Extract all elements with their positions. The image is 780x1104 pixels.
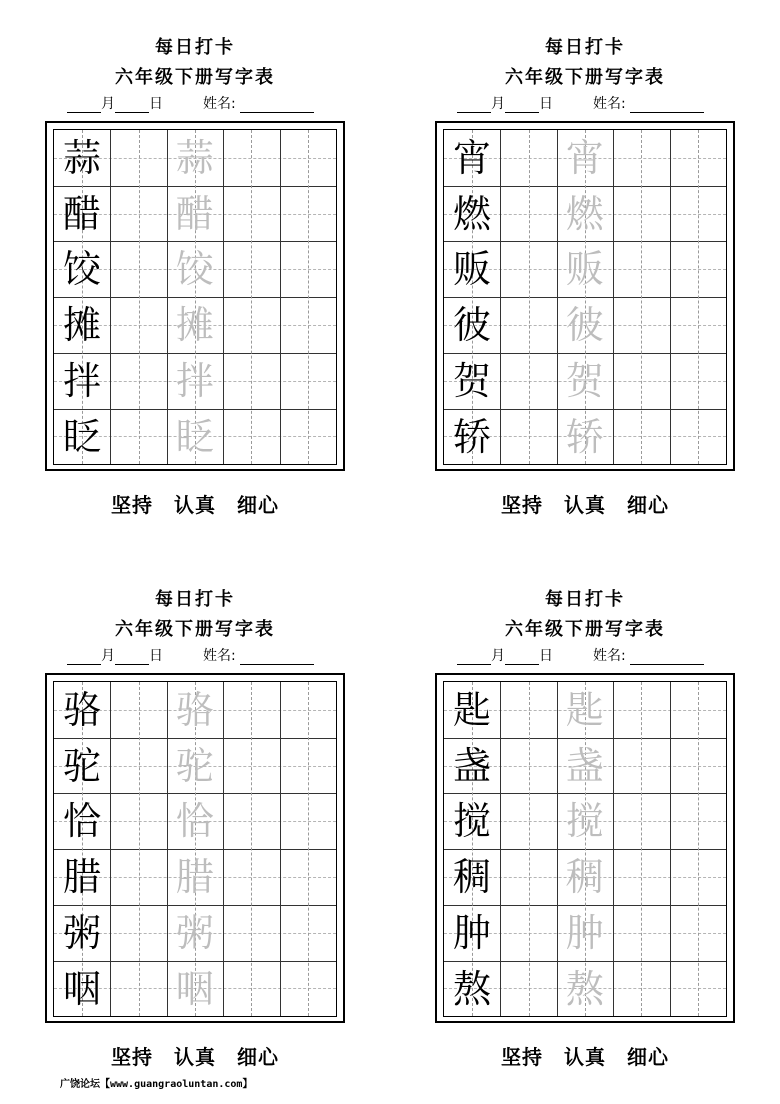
column-midline (529, 130, 530, 464)
card-subtitle: 六年级下册写字表 (115, 619, 275, 640)
model-character: 宵 (452, 136, 491, 180)
model-character: 彼 (452, 303, 491, 348)
model-character: 蒜 (62, 136, 101, 180)
name-label: 姓名: (203, 648, 236, 664)
trace-character: 肿 (565, 910, 604, 955)
column-midline (251, 130, 252, 464)
column-midline (698, 130, 699, 464)
column-divider (110, 682, 111, 1016)
trace-character: 摊 (175, 303, 214, 348)
column-divider (280, 682, 281, 1016)
trace-character: 匙 (565, 688, 604, 732)
practice-card (435, 585, 735, 1075)
column-midline (698, 682, 699, 1016)
model-character: 肿 (452, 910, 491, 955)
model-character: 贺 (452, 358, 491, 403)
day-label: 日 (149, 648, 163, 664)
model-character: 眨 (62, 414, 101, 459)
day-blank[interactable] (505, 98, 539, 113)
trace-character: 拌 (175, 358, 214, 403)
model-character: 饺 (62, 247, 101, 292)
day-label: 日 (149, 96, 163, 112)
month-label: 月 (101, 96, 115, 112)
card-title: 每日打卡 (155, 589, 235, 610)
practice-card (435, 33, 735, 523)
model-character: 驼 (62, 743, 101, 788)
month-blank[interactable] (457, 98, 491, 113)
column-divider (110, 130, 111, 464)
model-character: 骆 (62, 688, 101, 732)
trace-character: 贩 (565, 247, 604, 292)
card-subtitle: 六年级下册写字表 (115, 67, 275, 88)
column-divider (670, 130, 671, 464)
footer-watermark: 广饶论坛【www.guangraoluntan.com】 (60, 1079, 253, 1090)
day-blank[interactable] (505, 650, 539, 665)
model-character: 匙 (452, 688, 491, 732)
column-midline (139, 682, 140, 1016)
trace-character: 醋 (175, 191, 214, 236)
day-blank[interactable] (115, 650, 149, 665)
practice-card (45, 33, 345, 523)
practice-card (45, 585, 345, 1075)
name-label: 姓名: (203, 96, 236, 112)
card-title: 每日打卡 (155, 37, 235, 58)
trace-character: 粥 (175, 910, 214, 955)
trace-character: 稠 (565, 855, 604, 900)
column-divider (280, 130, 281, 464)
name-label: 姓名: (593, 648, 626, 664)
writing-grid-frame (435, 673, 735, 1023)
trace-character: 盏 (565, 743, 604, 788)
name-label: 姓名: (593, 96, 626, 112)
date-name-line (457, 95, 747, 113)
motto: 坚持 认真 细心 (111, 493, 279, 517)
name-blank[interactable] (630, 98, 704, 113)
column-divider (500, 682, 501, 1016)
day-label: 日 (539, 96, 553, 112)
trace-character: 饺 (175, 247, 214, 292)
model-character: 醋 (62, 191, 101, 236)
model-character: 搅 (452, 799, 491, 844)
model-character: 粥 (62, 910, 101, 955)
card-subtitle: 六年级下册写字表 (505, 67, 665, 88)
model-character: 恰 (62, 799, 101, 844)
writing-grid[interactable] (53, 129, 337, 465)
writing-grid-frame (45, 673, 345, 1023)
column-divider (613, 682, 614, 1016)
trace-character: 骆 (175, 688, 214, 732)
model-character: 贩 (452, 247, 491, 292)
date-name-line (67, 95, 357, 113)
model-character: 熬 (452, 966, 491, 1011)
card-title: 每日打卡 (545, 37, 625, 58)
column-midline (641, 130, 642, 464)
trace-character: 腊 (175, 855, 214, 900)
trace-character: 蒜 (175, 136, 214, 180)
motto: 坚持 认真 细心 (501, 1045, 669, 1069)
model-character: 咽 (62, 966, 101, 1011)
motto: 坚持 认真 细心 (501, 493, 669, 517)
month-label: 月 (491, 648, 505, 664)
model-character: 摊 (62, 303, 101, 348)
trace-character: 咽 (175, 966, 214, 1011)
column-divider (613, 130, 614, 464)
writing-grid[interactable] (443, 681, 727, 1017)
date-name-line (457, 647, 747, 665)
writing-grid[interactable] (53, 681, 337, 1017)
month-label: 月 (101, 648, 115, 664)
trace-character: 贺 (565, 358, 604, 403)
writing-grid-frame (45, 121, 345, 471)
trace-character: 搅 (565, 799, 604, 844)
column-midline (308, 130, 309, 464)
day-label: 日 (539, 648, 553, 664)
writing-grid-frame (435, 121, 735, 471)
day-blank[interactable] (115, 98, 149, 113)
name-blank[interactable] (240, 98, 314, 113)
model-character: 拌 (62, 358, 101, 403)
trace-character: 驼 (175, 743, 214, 788)
model-character: 轿 (452, 414, 491, 459)
column-midline (139, 130, 140, 464)
model-character: 腊 (62, 855, 101, 900)
trace-character: 恰 (175, 799, 214, 844)
model-character: 燃 (452, 191, 491, 236)
month-blank[interactable] (67, 98, 101, 113)
column-divider (223, 130, 224, 464)
model-character: 盏 (452, 743, 491, 788)
column-divider (500, 130, 501, 464)
trace-character: 彼 (565, 303, 604, 348)
month-blank[interactable] (457, 650, 491, 665)
column-midline (251, 682, 252, 1016)
trace-character: 熬 (565, 966, 604, 1011)
month-blank[interactable] (67, 650, 101, 665)
month-label: 月 (491, 96, 505, 112)
name-blank[interactable] (240, 650, 314, 665)
date-name-line (67, 647, 357, 665)
column-midline (641, 682, 642, 1016)
column-divider (223, 682, 224, 1016)
trace-character: 轿 (565, 414, 604, 459)
card-title: 每日打卡 (545, 589, 625, 610)
column-midline (529, 682, 530, 1016)
model-character: 稠 (452, 855, 491, 900)
motto: 坚持 认真 细心 (111, 1045, 279, 1069)
card-subtitle: 六年级下册写字表 (505, 619, 665, 640)
trace-character: 宵 (565, 136, 604, 180)
column-divider (670, 682, 671, 1016)
writing-grid[interactable] (443, 129, 727, 465)
trace-character: 燃 (565, 191, 604, 236)
trace-character: 眨 (175, 414, 214, 459)
column-midline (308, 682, 309, 1016)
name-blank[interactable] (630, 650, 704, 665)
